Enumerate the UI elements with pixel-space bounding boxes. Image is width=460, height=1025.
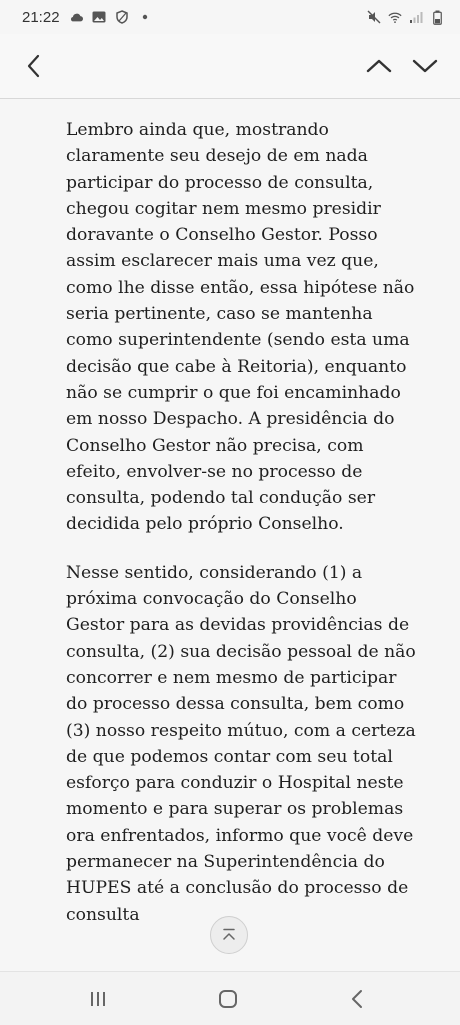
image-icon xyxy=(92,10,106,24)
document-content[interactable] xyxy=(0,99,460,971)
back-icon xyxy=(350,989,364,1009)
status-right xyxy=(367,10,444,24)
recents-button[interactable] xyxy=(83,984,113,1014)
paragraph-1: Lembro ainda que, mostrando claramente seu desejo de em nada participar do processo de consulta, chegou cogitar nem mesmo presidir doravante o Conselho Gestor. Posso assim esclarecer mais uma vez que, como lhe disse então, essa hipótese não seria pertinente, caso se mantenha como superintendente (sendo esta uma decisão que cabe à Reitoria), enquanto não se cumprir o que foi encaminhado em nosso Despacho. A presidência do Conselho Gestor não precisa, com efeito, envolver-se no processo de consulta, podendo tal condução ser decidida pelo próprio Conselho. xyxy=(66,120,415,535)
signal-icon xyxy=(409,10,423,24)
status-bar xyxy=(0,0,460,34)
status-time: 21:22 xyxy=(22,8,60,26)
status-left xyxy=(22,9,152,26)
previous-match-button[interactable] xyxy=(364,52,394,80)
top-toolbar xyxy=(0,34,460,99)
back-button[interactable] xyxy=(20,52,48,80)
chevron-down-icon xyxy=(412,58,438,74)
home-button[interactable] xyxy=(213,984,243,1014)
wifi-icon xyxy=(388,10,402,24)
dot-icon xyxy=(138,10,152,24)
recents-icon xyxy=(88,990,108,1008)
mute-icon xyxy=(367,10,381,24)
chevron-up-icon xyxy=(366,58,392,74)
paragraph-2: Nesse sentido, considerando (1) a próxima convocação do Conselho Gestor para as devidas providências de consulta, (2) sua decisão pessoal de não concorrer e nem mesmo de participar do processo dessa consulta, bem como (3) nosso respeito mútuo, com a certeza de que podemos contar com seu total esforço para conduzir o Hospital neste momento e para superar os problemas ora enfrentados, informo que você deve permanecer na Superintendência do HUPES até a conclusão do processo de consulta xyxy=(66,562,416,925)
cloud-icon xyxy=(69,10,83,24)
home-icon xyxy=(217,988,239,1010)
chevron-left-icon xyxy=(26,54,42,78)
scroll-to-top-button[interactable] xyxy=(210,916,248,954)
next-match-button[interactable] xyxy=(410,52,440,80)
battery-icon xyxy=(430,10,444,24)
scroll-to-top-icon xyxy=(221,928,237,942)
shield-icon xyxy=(115,10,129,24)
system-back-button[interactable] xyxy=(342,984,372,1014)
system-navigation-bar xyxy=(0,971,460,1025)
